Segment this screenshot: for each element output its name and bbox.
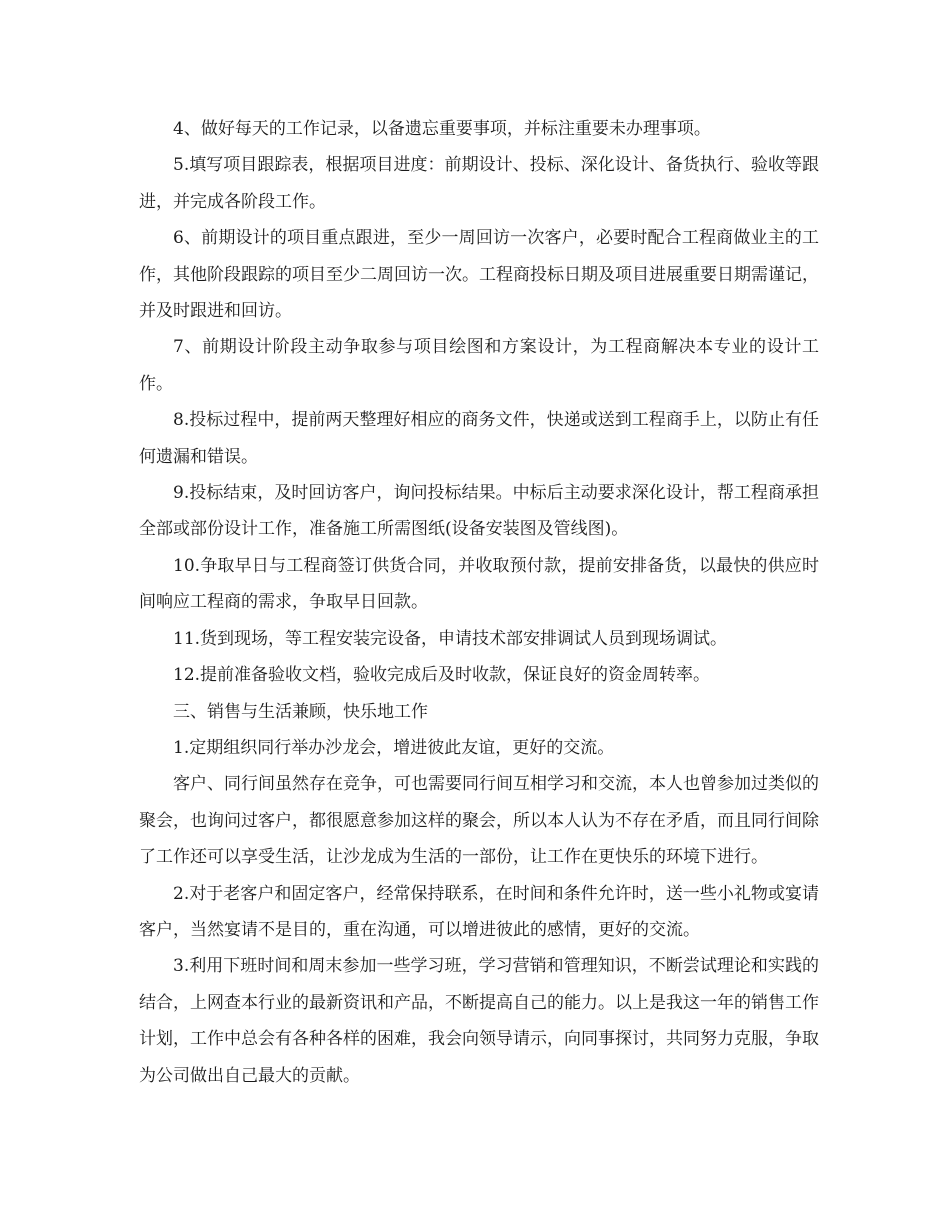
section-heading-3: 三、销售与生活兼顾，快乐地工作 bbox=[173, 701, 428, 722]
paragraph-8-bidding-documents: 8.投标过程中，提前两天整理好相应的商务文件，快递或送到工程商手上，以防止有任何遗漏和错误。 bbox=[139, 410, 819, 467]
paragraph-10-supply-contract: 10.争取早日与工程商签订供货合同，并收取预付款，提前安排备货，以最快的供应时间响应工程商的需求，争取早日回款。 bbox=[139, 555, 819, 613]
paragraph-12-acceptance: 12.提前准备验收文档，验收完成后及时收款，保证良好的资金周转率。 bbox=[173, 665, 711, 686]
paragraph-competition: 客户、同行间虽然存在竞争，可也需要同行间互相学习和交流，本人也曾参加过类似的聚会，也询问过客户，都很愿意参加这样的聚会，所以本人认为不存在矛盾，而且同行间除了工作还可以享受生活，让沙龙成为生活的一部份，让工作在更快乐的环境下进行。 bbox=[139, 774, 819, 868]
paragraph-11-onsite-debugging: 11.货到现场，等工程安装完设备，申请技术部安排调试人员到现场调试。 bbox=[173, 628, 728, 649]
paragraph-5-project-tracking: 5.填写项目跟踪表，根据项目进度：前期设计、投标、深化设计、备货执行、验收等跟进，并完成各阶段工作。 bbox=[139, 155, 819, 212]
paragraph-3-learning: 3.利用下班时间和周末参加一些学习班，学习营销和管理知识，不断尝试理论和实践的结合，上网查本行业的最新资讯和产品，不断提高自己的能力。以上是我这一年的销售工作计划，工作中总会有各种各样的困难，我会向领导请示，向同事探讨，共同努力克服，争取为公司做出自己最大的贡献。 bbox=[139, 956, 819, 1086]
paragraph-7-design-participation: 7、前期设计阶段主动争取参与项目绘图和方案设计，为工程商解决本专业的设计工作。 bbox=[139, 337, 819, 394]
paragraph-4-work-record: 4、做好每天的工作记录，以备遗忘重要事项，并标注重要未办理事项。 bbox=[173, 119, 711, 139]
document-body bbox=[139, 111, 819, 1094]
paragraph-6-design-follow-up: 6、前期设计的项目重点跟进，至少一周回访一次客户，必要时配合工程商做业主的工作，其他阶段跟踪的项目至少二周回访一次。工程商投标日期及项目进展重要日期需谨记，并及时跟进和回访。 bbox=[139, 228, 819, 322]
paragraph-9-bid-result: 9.投标结束，及时回访客户，询问投标结果。中标后主动要求深化设计，帮工程商承担全部或部份设计工作，准备施工所需图纸(设备安装图及管线图)。 bbox=[139, 483, 819, 540]
paragraph-2-client-contact: 2.对于老客户和固定客户，经常保持联系，在时间和条件允许时，送一些小礼物或宴请客户，当然宴请不是目的，重在沟通，可以增进彼此的感情，更好的交流。 bbox=[139, 883, 819, 940]
paragraph-1-salon: 1.定期组织同行举办沙龙会，增进彼此友谊，更好的交流。 bbox=[173, 737, 615, 758]
